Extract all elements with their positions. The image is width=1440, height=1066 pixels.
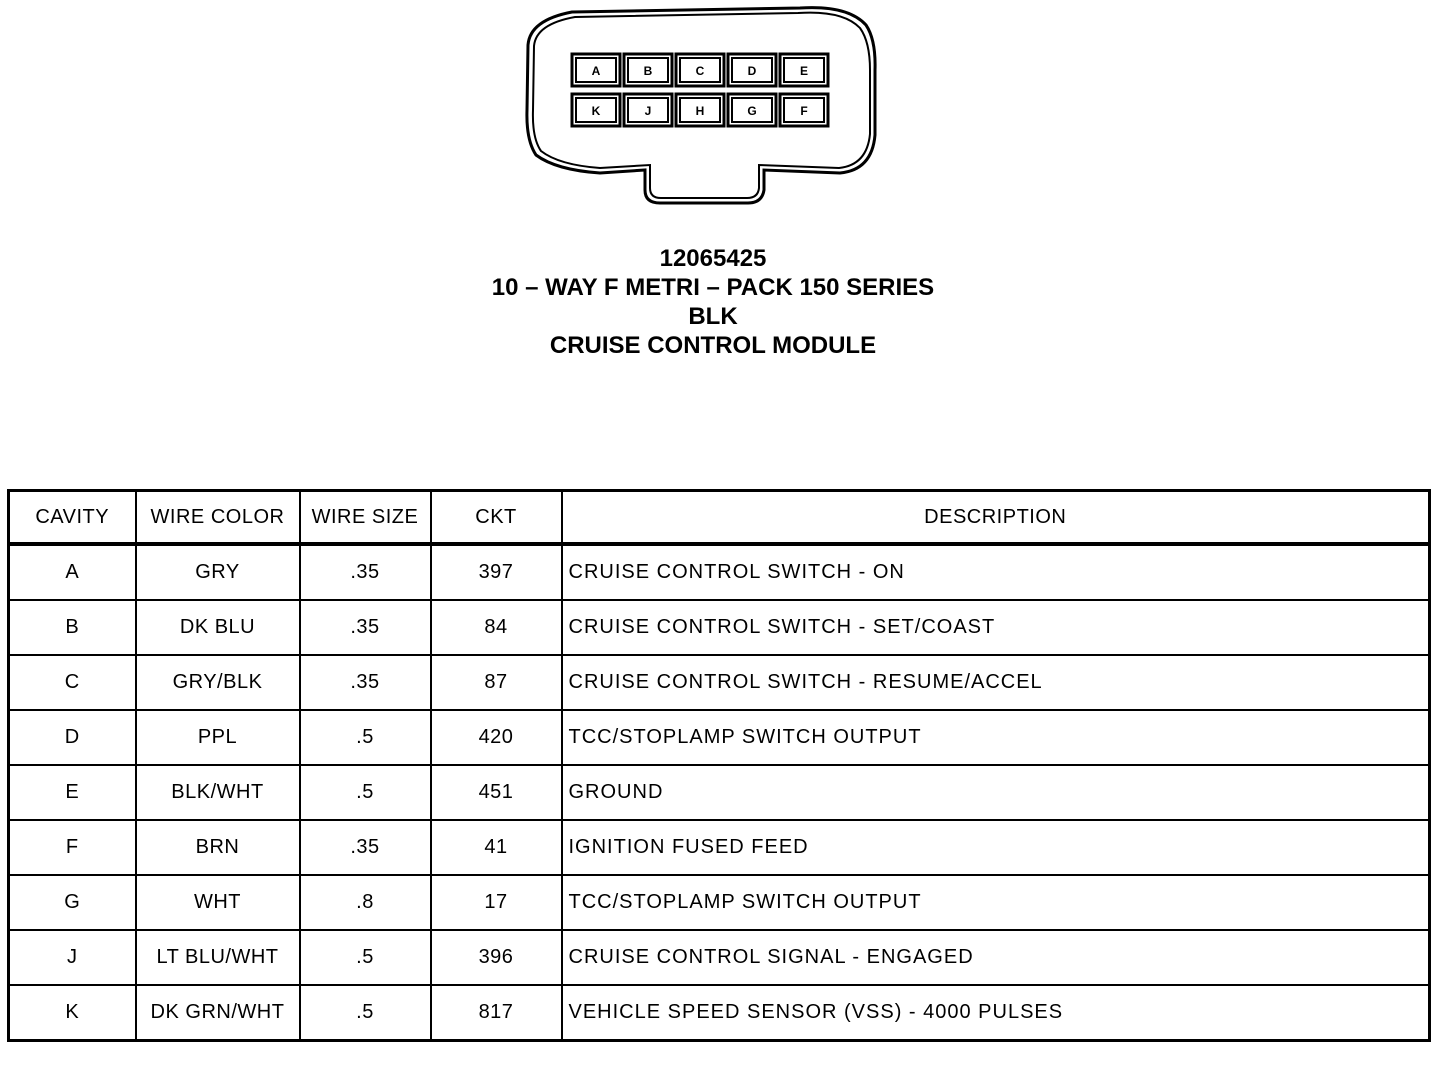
cell-description: IGNITION FUSED FEED [562, 820, 1430, 875]
cell-wire-color: PPL [136, 710, 300, 765]
connector-title-block [0, 244, 1426, 360]
cell-cavity: F [9, 820, 136, 875]
cell-wire-color: DK GRN/WHT [136, 985, 300, 1041]
cell-cavity: J [9, 930, 136, 985]
cell-wire-size: .5 [300, 710, 431, 765]
cell-ckt: 397 [431, 544, 562, 600]
table-row [9, 875, 1430, 930]
cell-cavity: K [9, 985, 136, 1041]
table-header-row [9, 491, 1430, 545]
cavity-label: H [695, 104, 705, 118]
cell-ckt: 41 [431, 820, 562, 875]
cell-ckt: 451 [431, 765, 562, 820]
table-row [9, 600, 1430, 655]
cell-wire-color: GRY/BLK [136, 655, 300, 710]
table-row [9, 544, 1430, 600]
cell-wire-size: .5 [300, 985, 431, 1041]
table-row [9, 985, 1430, 1041]
cell-cavity: D [9, 710, 136, 765]
cavity-label: K [591, 104, 601, 118]
header-wire-size: WIRE SIZE [300, 491, 431, 545]
cavity-label: G [747, 104, 757, 118]
table-row [9, 710, 1430, 765]
connector-type: 10 – WAY F METRI – PACK 150 SERIES [491, 274, 935, 301]
cell-description: CRUISE CONTROL SWITCH - SET/COAST [562, 600, 1430, 655]
cavity-label: C [695, 64, 705, 78]
cell-description: TCC/STOPLAMP SWITCH OUTPUT [562, 875, 1430, 930]
cell-ckt: 87 [431, 655, 562, 710]
part-number: 12065425 [659, 245, 767, 272]
cell-wire-color: BRN [136, 820, 300, 875]
cell-ckt: 17 [431, 875, 562, 930]
cavity-label: J [644, 104, 652, 118]
table-row [9, 655, 1430, 710]
pinout-table [7, 489, 1431, 1042]
cell-cavity: B [9, 600, 136, 655]
cavity-label: D [747, 64, 757, 78]
cell-wire-size: .35 [300, 600, 431, 655]
cell-cavity: A [9, 544, 136, 600]
cavity-label: A [591, 64, 601, 78]
component-name: CRUISE CONTROL MODULE [549, 332, 877, 359]
connector-face-diagram [0, 0, 1440, 215]
table-row [9, 765, 1430, 820]
connector-color: BLK [688, 303, 738, 330]
cell-wire-color: BLK/WHT [136, 765, 300, 820]
cell-ckt: 84 [431, 600, 562, 655]
header-description: DESCRIPTION [562, 491, 1430, 545]
cavity-label: F [800, 104, 808, 118]
cavity-label: E [799, 64, 809, 78]
cavity-label: B [643, 64, 653, 78]
header-ckt: CKT [431, 491, 562, 545]
cell-cavity: E [9, 765, 136, 820]
cell-ckt: 817 [431, 985, 562, 1041]
cell-wire-size: .35 [300, 655, 431, 710]
cell-wire-size: .5 [300, 765, 431, 820]
cell-wire-size: .35 [300, 544, 431, 600]
cell-cavity: C [9, 655, 136, 710]
cell-description: CRUISE CONTROL SIGNAL - ENGAGED [562, 930, 1430, 985]
cell-wire-color: LT BLU/WHT [136, 930, 300, 985]
cell-ckt: 420 [431, 710, 562, 765]
cell-description: VEHICLE SPEED SENSOR (VSS) - 4000 PULSES [562, 985, 1430, 1041]
cell-ckt: 396 [431, 930, 562, 985]
cell-wire-size: .5 [300, 930, 431, 985]
cell-description: TCC/STOPLAMP SWITCH OUTPUT [562, 710, 1430, 765]
cell-wire-color: GRY [136, 544, 300, 600]
cell-wire-color: WHT [136, 875, 300, 930]
cell-wire-size: .35 [300, 820, 431, 875]
header-cavity: CAVITY [9, 491, 136, 545]
cell-description: CRUISE CONTROL SWITCH - RESUME/ACCEL [562, 655, 1430, 710]
cell-wire-size: .8 [300, 875, 431, 930]
table-row [9, 820, 1430, 875]
header-wire-color: WIRE COLOR [136, 491, 300, 545]
cell-description: GROUND [562, 765, 1430, 820]
cell-cavity: G [9, 875, 136, 930]
cell-wire-color: DK BLU [136, 600, 300, 655]
cell-description: CRUISE CONTROL SWITCH - ON [562, 544, 1430, 600]
table-row [9, 930, 1430, 985]
